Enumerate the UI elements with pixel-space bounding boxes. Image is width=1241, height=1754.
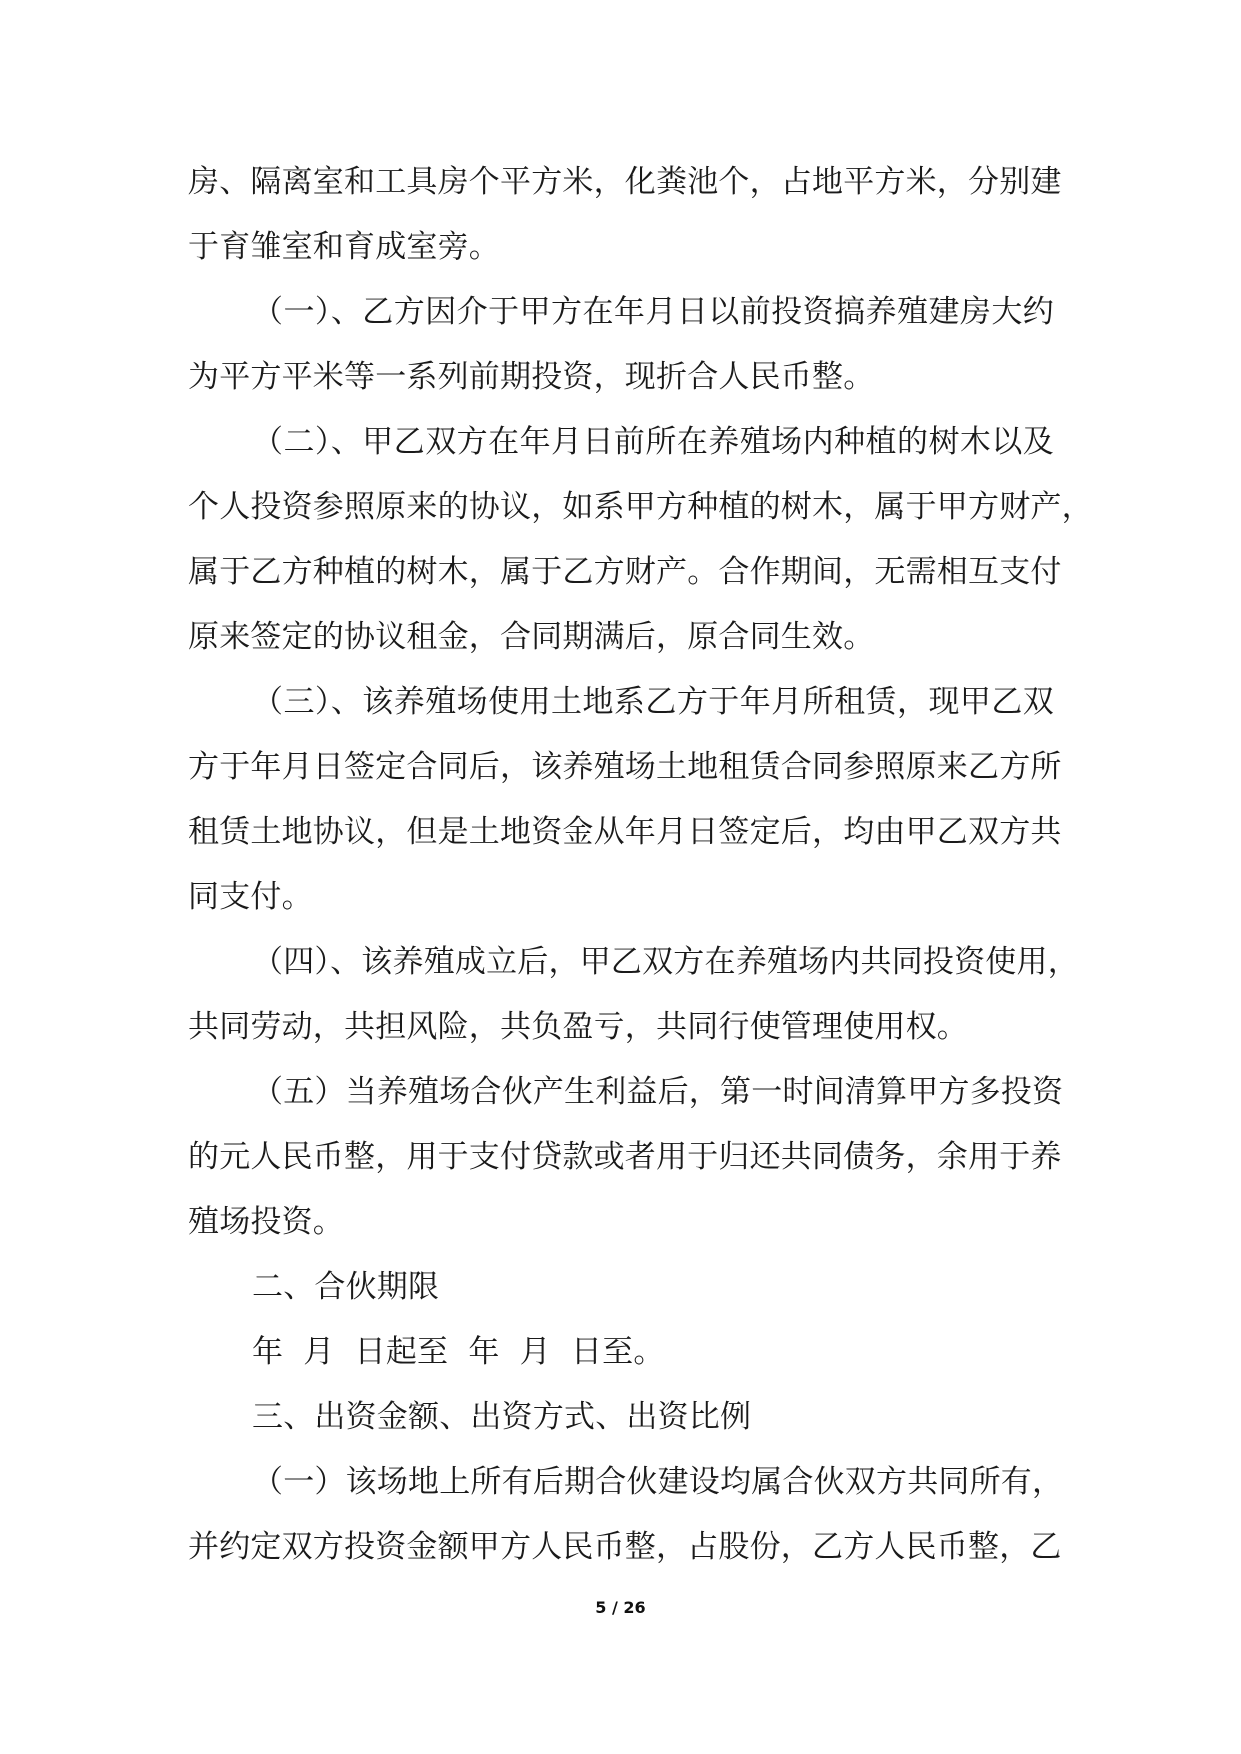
paragraph-start-line: （一）、乙方因介于甲方在年月日以前投资搞养殖建房大约 (252, 294, 1054, 330)
text-line: 于育雏室和育成室旁。 (188, 229, 500, 265)
text-line: 为平方平米等一系列前期投资，现折合人民币整。 (188, 359, 875, 395)
text-line: 同支付。 (188, 879, 313, 915)
document-body (188, 150, 1093, 1580)
paragraph-start-line: （五）当养殖场合伙产生利益后，第一时间清算甲方多投资 (252, 1074, 1064, 1110)
text-line: 殖场投资。 (188, 1204, 344, 1240)
paragraph-start-line: （一）该场地上所有后期合伙建设均属合伙双方共同所有， (252, 1464, 1064, 1500)
text-line: 年 月 日起至 年 月 日至。 (252, 1334, 665, 1370)
paragraph-start-line: （二）、甲乙双方在年月日前所在养殖场内种植的树木以及 (252, 424, 1054, 460)
text-line: 方于年月日签定合同后，该养殖场土地租赁合同参照原来乙方所 (188, 749, 1062, 785)
text-line: 个人投资参照原来的协议，如系甲方种植的树木，属于甲方财产， (188, 489, 1093, 525)
text-line: 的元人民币整，用于支付贷款或者用于归还共同债务，余用于养 (188, 1139, 1062, 1175)
text-line: 房、隔离室和工具房个平方米，化粪池个，占地平方米，分别建 (188, 164, 1062, 200)
text-line: 并约定双方投资金额甲方人民币整，占股份，乙方人民币整，乙 (188, 1529, 1062, 1565)
page-number: 5 / 26 (595, 1598, 646, 1617)
text-line: 共同劳动，共担风险，共负盈亏，共同行使管理使用权。 (188, 1009, 968, 1045)
text-line: 租赁土地协议，但是土地资金从年月日签定后，均由甲乙双方共 (188, 814, 1062, 850)
paragraph-start-line: （四）、该养殖成立后，甲乙双方在养殖场内共同投资使用， (252, 944, 1079, 980)
section-heading: 三、出资金额、出资方式、出资比例 (252, 1399, 752, 1435)
paragraph-start-line: （三）、该养殖场使用土地系乙方于年月所租赁，现甲乙双 (252, 684, 1054, 720)
text-line: 属于乙方种植的树木，属于乙方财产。合作期间，无需相互支付 (188, 554, 1062, 590)
text-line: 原来签定的协议租金，合同期满后，原合同生效。 (188, 619, 875, 655)
section-heading: 二、合伙期限 (252, 1269, 440, 1305)
